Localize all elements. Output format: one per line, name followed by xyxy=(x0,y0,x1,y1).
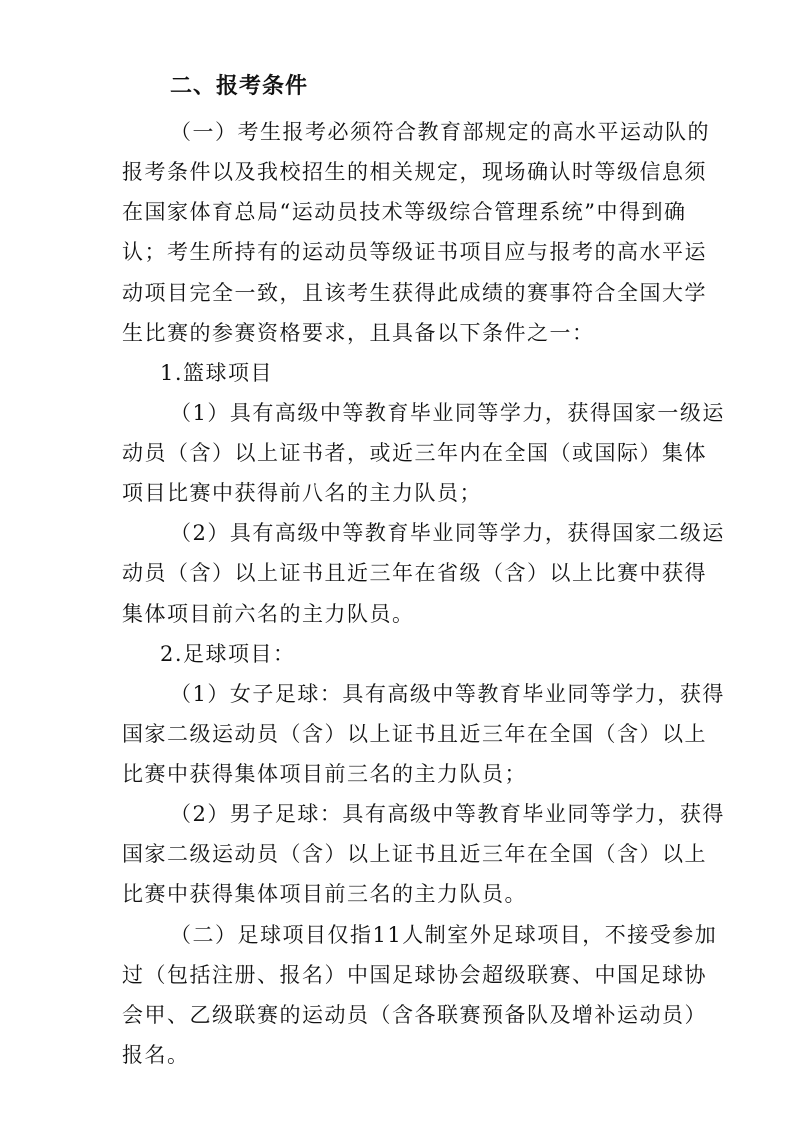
paragraph-line: 生比赛的参赛资格要求，且具备以下条件之一： xyxy=(122,321,595,345)
paragraph-line: （1）具有高级中等教育毕业同等学力，获得国家一级运 xyxy=(170,401,725,425)
paragraph-line: 比赛中获得集体项目前三名的主力队员； xyxy=(122,762,527,786)
paragraph-line: （2）具有高级中等教育毕业同等学力，获得国家二级运 xyxy=(170,521,725,545)
paragraph-line: 国家二级运动员（含）以上证书且近三年在全国（含）以上 xyxy=(122,722,707,746)
paragraph-line: 会甲、乙级联赛的运动员（含各联赛预备队及增补运动员） xyxy=(122,1003,707,1027)
paragraph-line: 动员（含）以上证书且近三年在省级（含）以上比赛中获得 xyxy=(122,561,707,585)
paragraph-line: 项目比赛中获得前八名的主力队员； xyxy=(122,481,482,505)
paragraph-line: 国家二级运动员（含）以上证书且近三年在全国（含）以上 xyxy=(122,842,707,866)
subsection-title: 1.篮球项目 xyxy=(160,361,274,385)
paragraph-line: 在国家体育总局“运动员技术等级综合管理系统”中得到确 xyxy=(122,200,687,224)
paragraph-line: （1）女子足球：具有高级中等教育毕业同等学力，获得 xyxy=(170,682,725,706)
paragraph-line: （二）足球项目仅指11人制室外足球项目，不接受参加 xyxy=(170,923,718,947)
paragraph-line: 报考条件以及我校招生的相关规定，现场确认时等级信息须 xyxy=(122,160,707,184)
paragraph-line: 报名。 xyxy=(122,1043,190,1067)
paragraph-line: 集体项目前六名的主力队员。 xyxy=(122,602,415,626)
paragraph-line: 比赛中获得集体项目前三名的主力队员。 xyxy=(122,882,527,906)
paragraph-line: 过（包括注册、报名）中国足球协会超级联赛、中国足球协 xyxy=(122,963,707,987)
subsection-title: 2.足球项目： xyxy=(160,642,296,666)
section-heading: 二、报考条件 xyxy=(170,74,309,99)
paragraph-line: 认；考生所持有的运动员等级证书项目应与报考的高水平运 xyxy=(122,240,707,264)
paragraph-line: 动员（含）以上证书者，或近三年内在全国（或国际）集体 xyxy=(122,441,707,465)
paragraph-line: （一）考生报考必须符合教育部规定的高水平运动队的 xyxy=(170,120,710,144)
paragraph-line: 动项目完全一致，且该考生获得此成绩的赛事符合全国大学 xyxy=(122,281,707,305)
paragraph-line: （2）男子足球：具有高级中等教育毕业同等学力，获得 xyxy=(170,802,725,826)
